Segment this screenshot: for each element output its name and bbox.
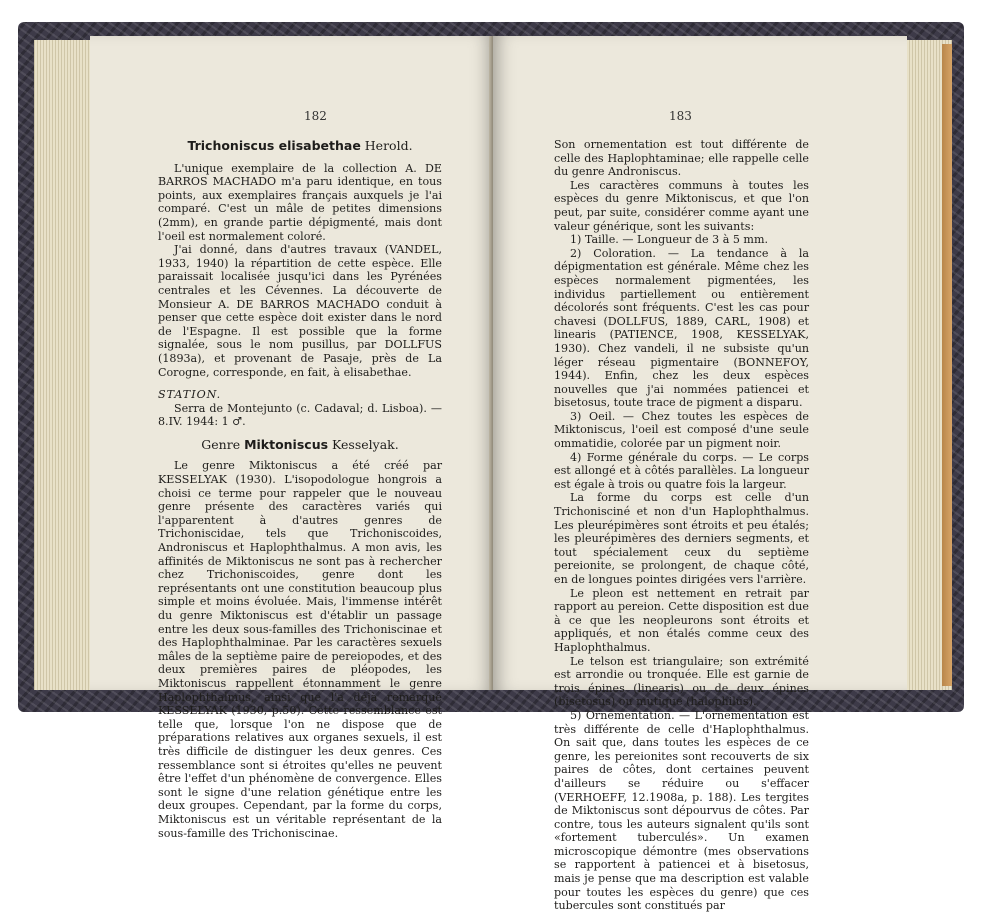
station-label: STATION. — [158, 388, 222, 402]
paragraph: L'unique exemplaire de la collection A. DE BARROS MACHADO m'a paru identique, en tous points, aux exemplaires français auxquels je l'ai comparé. C'est un mâle de petites dimensions (2mm), en grande partie dépigmenté, mais dont l'oeil est normalement coloré. — [158, 161, 442, 243]
page-number: 183 — [669, 109, 692, 123]
species-name: Trichoniscus elisabethae — [187, 138, 361, 153]
left-page — [90, 36, 493, 840]
paragraph: Le genre Miktoniscus a été créé par KESSELYAK (1930). L'isopodologue hongrois a choisi ce terme pour rappeler que le nouveau genre présente des caractères variés qui l'apparentent à d'autres genres de Trichoniscidae, tels que Trichoniscoides, Androniscus et Haplophthalmus. A mon avis, les affinités de Miktoniscus ne sont pas à rechercher chez Trichoniscoides, genre dont les représentants ont une constitution beaucoup plus simple et moins évoluée. Mais, l'immense intérêt du genre Miktoniscus est d'établir un passage entre les deux sous-familles des Trichoniscinae et des Haplophthalminae. Par les caractères sexuels mâles de la septième paire de pereiopodes, et des deux premières paires de pléopodes, les Miktoniscus rappellent étonnamment le genre Haplophthalmus, ainsi que l'a déjà remarqué KESSELYAK (1930, p.50). Cette ressemblance est telle que, lorsque l'on ne dispose que de préparations relatives aux organes sexuels, il est très difficile de distinguer les deux genres. Ces ressemblance sont si étroites qu'elles ne peuvent être l'effet d'un phénomène de convergence. Elles sont le signe d'une relation génétique entre les deux groupes. Cependant, par la forme du corps, Miktoniscus est un véritable représentant de la sous-famille des Trichoniscinae. — [158, 459, 442, 840]
genus-heading — [158, 438, 442, 452]
paragraph: La forme du corps est celle d'un Trichonisciné et non d'un Haplophthalmus. Les pleurépimères sont étroits et peu étalés; les pleurépimères des derniers segments, et tout spécialement ceux du septième pereionite, se prolongent, de chaque côté, en de longues pointes dirigées vers l'arrière. — [554, 491, 809, 586]
section-heading — [158, 139, 442, 153]
cover-edge-right — [942, 44, 952, 686]
list-item: 1) Taille. — Longueur de 3 à 5 mm. — [570, 233, 768, 247]
paragraph: Le pleon est nettement en retrait par rapport au pereion. Cette disposition est due à ce que les neopleurons sont étroits et appliqués, et non étalés comme ceux des Haplophthalmus. — [554, 586, 809, 654]
species-author: Herold. — [360, 138, 413, 153]
list-item: 3) Oeil. — Chez toutes les espèces de Miktoniscus, l'oeil est composé d'une seule ommatidie, colorée par un pigment noir. — [554, 409, 809, 451]
station-text: Serra de Montejunto (c. Cadaval; d. Lisboa). — 8.IV. 1944: 1 ♂. — [158, 401, 442, 429]
list-item: 2) Coloration. — La tendance à la dépigmentation est générale. Même chez les espèces normalement pigmentées, les individus partiellement ou entièrement décolorés sont fréquents. C'est les cas pour chavesi (DOLLFUS, 1889, CARL, 1908) et linearis (PATIENCE, 1908, KESSELYAK, 1930). Chez vandeli, il ne subsiste qu'un léger réseau pigmentaire (BONNEFOY, 1944). Enfin, chez les deux espèces nouvelles que j'ai nommées patiencei et bisetosus, toute trace de pigment a disparu. — [554, 246, 809, 410]
list-item: 5) Ornementation. — L'ornementation est très différente de celle d'Haplophthalmus. On sait que, dans toutes les espèces de ce genre, les pereionites sont recouverts de six paires de côtes, dont certaines peuvent d'ailleurs se réduire ou s'effacer (VERHOEFF, 12.1908a, p. 188). Les tergites de Miktoniscus sont dépourvus de côtes. Par contre, tous les auteurs signalent qu'ils sont «fortement tuberculés». Un examen microscopique démontre (mes observations se rapportent à patiencei et à bisetosus, mais je pense que ma description est valable pour toutes les espèces du genre) que ces tubercules sont constitués par — [554, 708, 809, 913]
paragraph: J'ai donné, dans d'autres travaux (VANDEL, 1933, 1940) la répartition de cette espèce. Elle paraissait localisée jusqu'ici dans les Pyrénées centrales et les Cévennes. La découverte de Monsieur A. DE BARROS MACHADO conduit à penser que cette espèce doit exister dans le nord de l'Espagne. Il est possible que la forme signalée, sous le nom pusillus, par DOLLFUS (1893a), et provenant de Pasaje, près de La Corogne, corresponde, en fait, à elisabethae. — [158, 243, 442, 379]
paragraph: Les caractères communs à toutes les espèces du genre Miktoniscus, et que l'on peut, par suite, considérer comme ayant une valeur générique, sont les suivants: — [554, 178, 809, 233]
paragraph: Le telson est triangulaire; son extrémité est arrondie ou tronquée. Elle est garnie de trois épines (linearis) ou de deux épines (bisetosus) ou mutique (halophilus). — [554, 654, 809, 709]
left-page-text — [158, 139, 442, 840]
list-item: 4) Forme générale du corps. — Le corps est allongé et à côtés parallèles. La longueur est égale à trois ou quatre fois la largeur. — [554, 450, 809, 491]
page-number: 182 — [304, 109, 327, 123]
right-page-text — [554, 138, 809, 913]
right-page — [493, 36, 907, 913]
page-block-edge-left — [34, 40, 94, 690]
genus-name: Miktoniscus — [244, 436, 329, 452]
paragraph: Son ornementation est tout différente de celle des Haplophtaminae; elle rappelle celle du genre Androniscus. — [554, 138, 809, 179]
genus-author: Kesselyak. — [328, 436, 399, 452]
genus-prefix: Genre — [201, 436, 245, 452]
